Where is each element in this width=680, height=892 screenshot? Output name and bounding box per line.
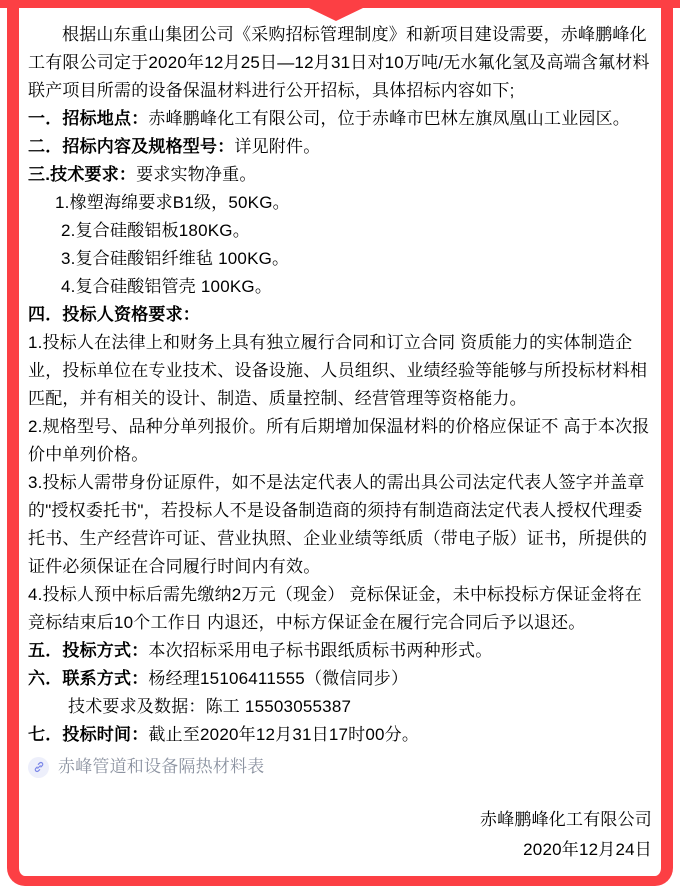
section-deadline [28, 721, 652, 749]
section-bid-method [28, 637, 652, 665]
signature-date: 2020年12月24日 [523, 840, 652, 859]
notice-body [28, 21, 652, 865]
qualification-item-3: 3.投标人需带身份证原件，如不是法定代表人的需出具公司法定代表人签字并盖章的"授权委托书"，若投标人不是设备制造商的须持有制造商法定代表人授权代理委托书、生产经营许可证、营业执照、企业业绩等纸质（带电子版）证书，所提供的证件必须保证在合同履行时间内有效。 [28, 473, 648, 576]
tech-item-4: 4.复合硅酸铝管壳 100KG。 [61, 277, 273, 296]
section-bid-method-text: 本次招标采用电子标书跟纸质标书两种形式。 [148, 641, 493, 660]
top-notch-triangle-icon [309, 8, 363, 21]
tech-item-2: 2.复合硅酸铝板180KG。 [61, 221, 250, 240]
section-content-spec-label: 二．招标内容及规格型号： [28, 137, 235, 156]
section-qualification-label: 四．投标人资格要求： [28, 305, 200, 324]
intro-paragraph: 根据山东重山集团公司《采购招标管理制度》和新项目建设需要，赤峰鹏峰化工有限公司定于2020年12月25日—12月31日对10万吨/无水氟化氢及高端含氟材料联产项目所需的设备保温材料进行公开招标，具体招标内容如下; [28, 25, 650, 100]
section-bid-method-label: 五．投标方式： [28, 641, 149, 660]
signature-company: 赤峰鹏峰化工有限公司 [480, 810, 652, 829]
section-content-spec-text: 详见附件。 [234, 137, 321, 156]
section-contact [28, 665, 652, 693]
section-contact-text: 杨经理15106411555（微信同步） [148, 669, 409, 688]
section-tech-req-label: 三.技术要求： [28, 165, 137, 184]
link-icon [28, 757, 49, 778]
section-deadline-label: 七．投标时间： [28, 725, 149, 744]
section-tech-req-text: 要求实物净重。 [136, 165, 257, 184]
contact-tech-line: 技术要求及数据：陈工 15503055387 [68, 697, 352, 716]
tech-item-3: 3.复合硅酸铝纤维毡 100KG。 [61, 249, 290, 268]
attachment-label: 赤峰管道和设备隔热材料表 [58, 757, 265, 776]
section-contact-label: 六．联系方式： [28, 669, 149, 688]
section-location [28, 105, 652, 133]
attachment-link[interactable] [28, 753, 652, 781]
section-location-label: 一．招标地点： [28, 109, 149, 128]
qualification-item-4: 4.投标人预中标后需先缴纳2万元（现金） 竞标保证金，未中标投标方保证金将在竞标结束后10个工作日 内退还，中标方保证金在履行完合同后予以退还。 [28, 585, 642, 632]
qualification-item-2: 2.规格型号、品种分单列报价。所有后期增加保温材料的价格应保证不 高于本次报价中单列价格。 [28, 417, 650, 464]
section-deadline-text: 截止至2020年12月31日17时00分。 [148, 725, 420, 744]
qualification-item-1: 1.投标人在法律上和财务上具有独立履行合同和订立合同 资质能力的实体制造企业，投标单位在专业技术、设备设施、人员组织、业绩经验等能够与所投标材料相匹配，并有相关的设计、制造、质量控制、经营管理等资格能力。 [28, 333, 648, 408]
section-content-spec [28, 133, 652, 161]
section-location-text: 赤峰鹏峰化工有限公司，位于赤峰市巴林左旗凤凰山工业园区。 [148, 109, 631, 128]
tech-item-1: 1.橡塑海绵要求B1级，50KG。 [55, 193, 290, 212]
top-border-band [0, 0, 680, 8]
section-tech-req [28, 161, 652, 189]
